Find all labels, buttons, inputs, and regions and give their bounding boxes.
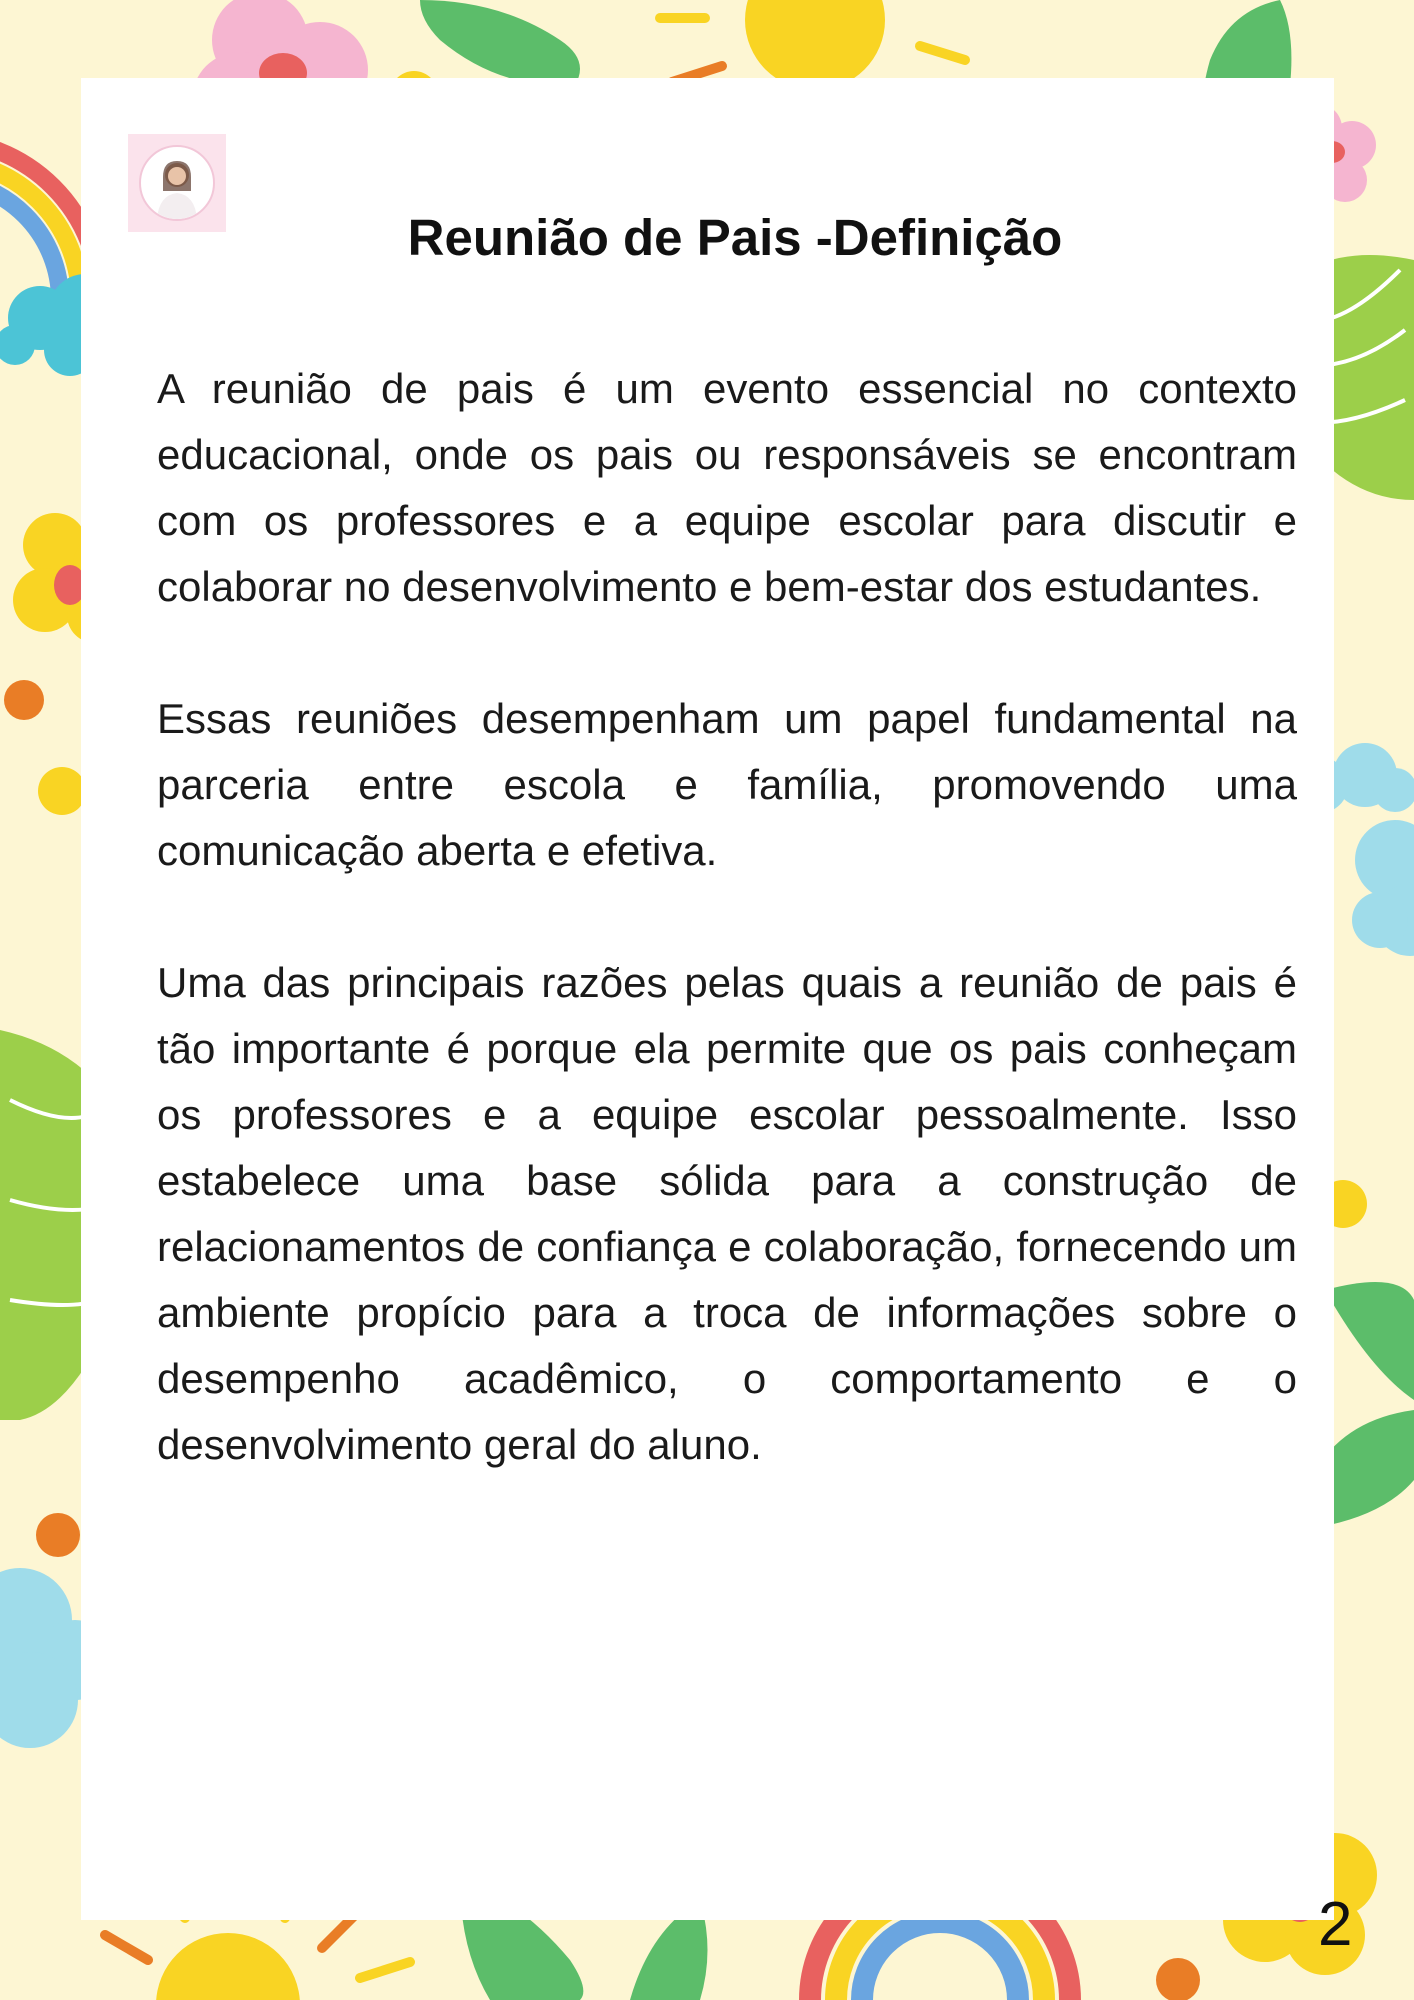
dot-icon — [38, 767, 86, 815]
leaf-icon — [1325, 1282, 1414, 1400]
dot-icon — [1156, 1958, 1200, 2000]
body-text — [157, 356, 1297, 1544]
leaf-icon — [420, 0, 580, 85]
page-number: 2 — [1318, 1890, 1353, 1959]
dot-icon — [4, 680, 44, 720]
paragraph: Essas reuniões desempenham um papel fundamental na parceria entre escola e família, promovendo uma comunicação aberta e efetiva. — [157, 695, 1297, 874]
page-title: Reunião de Pais -Definição — [407, 209, 1063, 266]
paragraph: Uma das principais razões pelas quais a reunião de pais é tão importante é porque ela permite que os pais conheçam os professores e a equipe escolar pessoalmente. Isso estabelece uma base sólida para a construção de relacionamentos de confiança e colaboração, fornecendo um ambiente propício para a troca de informações sobre o desempenho acadêmico, o comportamento e o desenvolvimento geral do aluno. — [157, 959, 1297, 1468]
cloud-icon — [1352, 820, 1414, 956]
paragraph: A reunião de pais é um evento essencial no contexto educacional, onde os pais ou responsáveis se encontram com os professores e a equipe escolar para discutir e colaborar no desenvolvimento e bem-estar dos estudantes. — [157, 365, 1297, 610]
dot-icon — [36, 1513, 80, 1557]
